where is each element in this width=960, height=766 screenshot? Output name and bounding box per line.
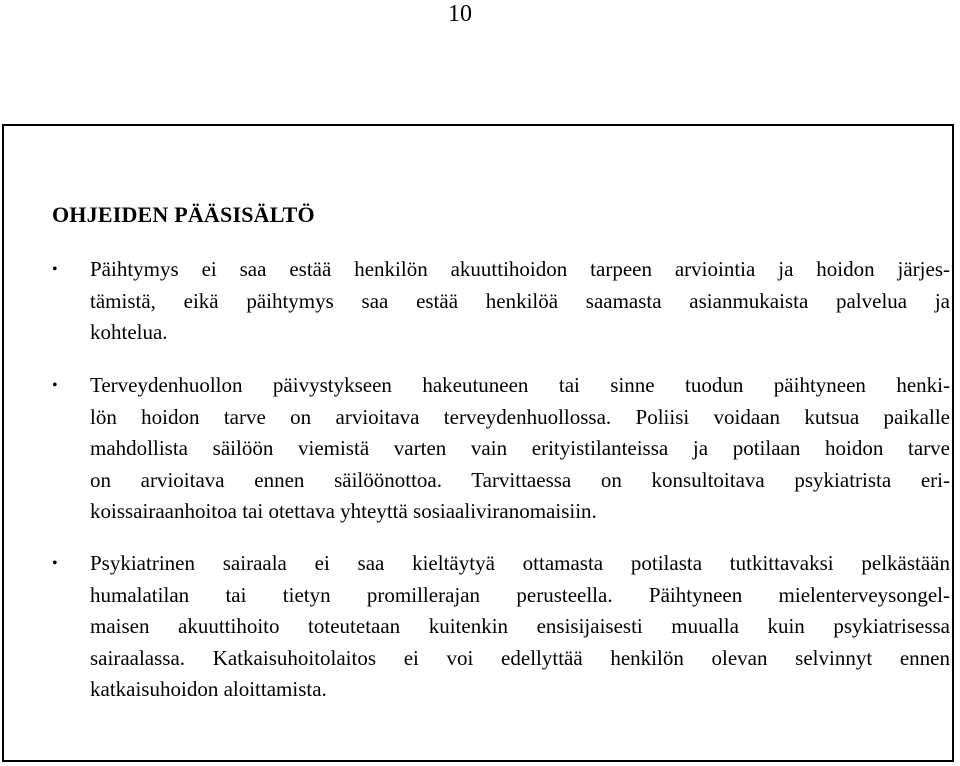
bullet-dot-icon: • bbox=[52, 555, 58, 572]
text-line: on arvioitava ennen säilöönottoa. Tarvittaessa on konsultoitava psykiatrista eri- bbox=[90, 467, 950, 492]
bullet-text bbox=[90, 254, 950, 349]
summary-box bbox=[2, 124, 954, 762]
bullet-text bbox=[90, 548, 950, 706]
text-line: katkaisuhoidon aloittamista. bbox=[90, 677, 327, 701]
text-line: mahdollista säilöön viemistä varten vain erityistilanteissa ja potilaan hoidon tarve bbox=[90, 436, 950, 460]
text-line: koissairaanhoitoa tai otettava yhteyttä sosiaaliviranomaisiin. bbox=[90, 499, 597, 523]
text-line: Terveydenhuollon päivystykseen hakeutuneen tai sinne tuodun päihtyneen henki- bbox=[90, 373, 950, 397]
text-line: humalatilan tai tietyn promillerajan perusteella. Päihtyneen mielenterveysongel- bbox=[90, 582, 950, 607]
text-line: Psykiatrinen sairaala ei saa kieltäytyä ottamasta potilasta tutkittavaksi pelkästään bbox=[90, 551, 950, 575]
text-line: sairaalassa. Katkaisuhoitolaitos ei voi edellyttää henkilön olevan selvinnyt ennen bbox=[90, 645, 950, 670]
text-line: tämistä, eikä päihtymys saa estää henkilöä saamasta asianmukaista palvelua ja bbox=[90, 288, 950, 313]
bullet-dot-icon: • bbox=[52, 261, 58, 278]
bullet-dot-icon: • bbox=[52, 377, 58, 394]
text-line: Päihtymys ei saa estää henkilön akuuttihoidon tarpeen arviointia ja hoidon järjes- bbox=[90, 257, 950, 281]
text-line: maisen akuuttihoito toteutetaan kuitenkin ensisijaisesti muualla kuin psykiatrisessa bbox=[90, 614, 950, 638]
section-heading: OHJEIDEN PÄÄSISÄLTÖ bbox=[52, 202, 315, 227]
page-number: 10 bbox=[448, 1, 472, 27]
text-line: kohtelua. bbox=[90, 320, 168, 344]
bullet-text bbox=[90, 370, 950, 528]
text-line: lön hoidon tarve on arvioitava terveydenhuollossa. Poliisi voidaan kutsua paikalle bbox=[90, 404, 950, 429]
